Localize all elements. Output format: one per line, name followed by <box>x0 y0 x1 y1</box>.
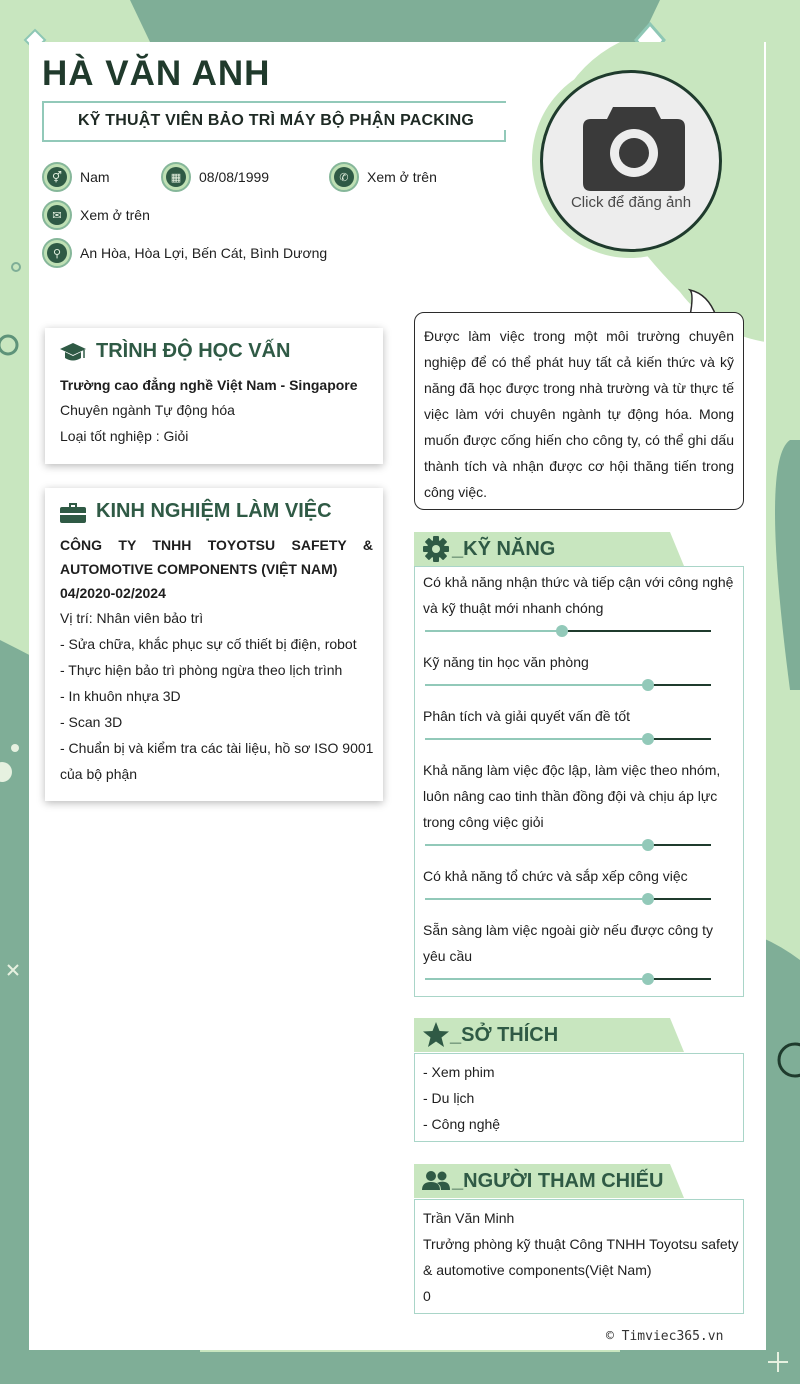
skill-bar <box>425 738 711 740</box>
avatar-upload[interactable] <box>540 70 722 252</box>
reference-title[interactable]: Trưởng phòng kỹ thuật Công TNHH Toyotsu safety <box>423 1236 739 1252</box>
briefcase-icon <box>60 501 86 523</box>
school-name[interactable]: Trường cao đẳng nghề Việt Nam - Singapore <box>60 377 358 393</box>
skills-header <box>414 532 684 566</box>
company-name-line2[interactable]: AUTOMOTIVE COMPONENTS (VIỆT NAM) <box>60 561 338 577</box>
hobbies-box <box>414 1053 744 1142</box>
hobbies-title[interactable]: _SỞ THÍCH <box>450 1024 559 1046</box>
skill-bar <box>425 898 711 900</box>
skill-name[interactable]: Có khả năng tổ chức và sắp xếp công việc <box>423 868 688 884</box>
company-name-line1[interactable]: CÔNG TY TNHH TOYOTSU SAFETY & <box>60 537 373 553</box>
calendar-icon: ▦ <box>161 162 191 192</box>
gender-value[interactable]: Nam <box>80 169 110 185</box>
skill-bar <box>425 684 711 686</box>
reference-phone[interactable]: 0 <box>423 1288 431 1304</box>
hobbies-header <box>414 1018 684 1052</box>
skill-bar-fill <box>425 630 562 632</box>
duty-item[interactable]: - Sửa chữa, khắc phục sự cố thiết bị điện, robot <box>60 636 357 652</box>
graduation-cap-icon <box>60 341 86 363</box>
skill-name[interactable]: Có khả năng nhận thức và tiếp cận với công nghệ và kỹ thuật mới nhanh chóng <box>423 574 734 616</box>
skill-name[interactable]: Phân tích và giải quyết vấn đề tốt <box>423 708 631 724</box>
users-icon <box>422 1168 450 1194</box>
duty-item[interactable]: - Thực hiện bảo trì phòng ngừa theo lịch trình <box>60 662 343 678</box>
education-title[interactable]: TRÌNH ĐỘ HỌC VẤN <box>96 340 291 362</box>
phone-value[interactable]: Xem ở trên <box>367 169 437 185</box>
duty-item[interactable]: - In khuôn nhựa 3D <box>60 688 181 704</box>
work-period[interactable]: 04/2020-02/2024 <box>60 585 166 601</box>
candidate-name[interactable]: HÀ VĂN ANH <box>42 54 271 93</box>
job-title-underline <box>42 140 506 142</box>
gender-icon: ⚥ <box>42 162 72 192</box>
reference-company[interactable]: & automotive components(Việt Nam) <box>423 1262 652 1278</box>
hobby-item[interactable]: - Xem phim <box>423 1064 495 1080</box>
skill-bar-fill <box>425 978 648 980</box>
job-title[interactable]: KỸ THUẬT VIÊN BẢO TRÌ MÁY BỘ PHẬN PACKING <box>78 112 475 129</box>
phone-icon: ✆ <box>329 162 359 192</box>
experience-title[interactable]: KINH NGHIỆM LÀM VIỆC <box>96 500 332 522</box>
references-title[interactable]: _NGƯỜI THAM CHIẾU <box>452 1170 664 1192</box>
career-objective[interactable]: Được làm việc trong một môi trường chuyên nghiệp để có thể phát huy tất cả kiến thức và kỹ năng đã học được trong nhà trường và từ thực tế việc làm với chuyên ngành tự động hóa. Mong muốn được cống hiến cho công ty, có thể ghi dấu thành tích và nhận được cơ hội thăng tiến trong công việc. <box>414 312 744 510</box>
camera-icon <box>583 103 685 191</box>
hobby-item[interactable]: - Du lịch <box>423 1090 475 1106</box>
reference-name[interactable]: Trần Văn Minh <box>423 1210 515 1226</box>
major[interactable]: Chuyên ngành Tự động hóa <box>60 402 235 418</box>
skills-title[interactable]: _KỸ NĂNG <box>452 538 556 560</box>
skill-handle[interactable] <box>642 893 654 905</box>
avatar-upload-label: Click để đăng ảnh <box>570 194 692 211</box>
skill-bar <box>425 978 711 980</box>
email-value[interactable]: Xem ở trên <box>80 207 150 223</box>
watermark: © Timviec365.vn <box>606 1329 724 1344</box>
skill-bar-fill <box>425 738 648 740</box>
hobby-item[interactable]: - Công nghệ <box>423 1116 501 1132</box>
skill-bar <box>425 844 711 846</box>
location-icon: ⚲ <box>42 238 72 268</box>
skill-handle[interactable] <box>642 733 654 745</box>
position[interactable]: Vị trí: Nhân viên bảo trì <box>60 610 204 626</box>
graduation-grade[interactable]: Loại tốt nghiệp : Giỏi <box>60 428 189 444</box>
references-box <box>414 1199 744 1314</box>
duty-item[interactable]: - Scan 3D <box>60 714 123 730</box>
skill-handle[interactable] <box>642 973 654 985</box>
skill-handle[interactable] <box>642 679 654 691</box>
skill-bar-fill <box>425 898 648 900</box>
duty-item[interactable]: của bộ phận <box>60 766 138 782</box>
duty-item[interactable]: - Chuẩn bị và kiểm tra các tài liệu, hồ sơ ISO 9001 <box>60 740 374 756</box>
references-header <box>414 1164 684 1198</box>
birthday-value[interactable]: 08/08/1999 <box>199 169 270 185</box>
skills-box <box>414 566 744 997</box>
star-icon <box>422 1022 450 1048</box>
skill-name[interactable]: Sẵn sàng làm việc ngoài giờ nếu được công ty yêu cầu <box>423 922 714 964</box>
skill-bar-fill <box>425 684 648 686</box>
skill-name[interactable]: Khả năng làm việc độc lập, làm việc theo nhóm, luôn nâng cao tinh thần đồng đội và chịu áp lực trong công việc giỏi <box>423 762 721 830</box>
skill-bar <box>425 630 711 632</box>
skill-handle[interactable] <box>642 839 654 851</box>
gear-icon <box>422 536 450 562</box>
skill-handle[interactable] <box>556 625 568 637</box>
email-icon: ✉ <box>42 200 72 230</box>
sheet-edge <box>764 42 766 1350</box>
skill-bar-fill <box>425 844 648 846</box>
experience-card <box>45 488 383 801</box>
skill-name[interactable]: Kỹ năng tin học văn phòng <box>423 654 589 670</box>
education-card <box>45 328 383 464</box>
address-value[interactable]: An Hòa, Hòa Lợi, Bến Cát, Bình Dương <box>80 245 328 261</box>
